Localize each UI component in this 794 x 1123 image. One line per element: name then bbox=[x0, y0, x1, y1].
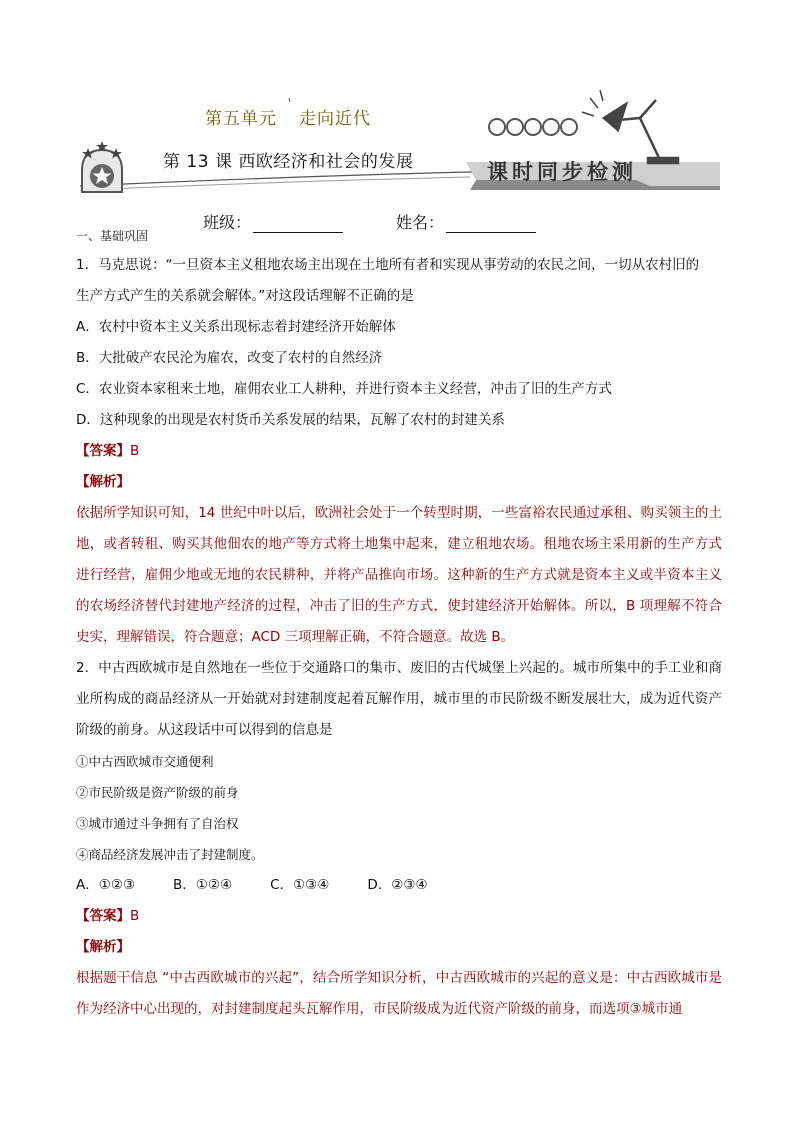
q1-option-b: B．大批破产农民沦为雇农，改变了农村的自然经济 bbox=[76, 350, 383, 366]
question-content bbox=[76, 226, 722, 1025]
unit-subtitle-text: 走向近代 bbox=[299, 109, 371, 129]
star-badge-icon bbox=[82, 141, 122, 192]
q2-answer-value: B bbox=[130, 908, 140, 924]
lesson-title: 第 13 课 西欧经济和社会的发展 bbox=[163, 152, 414, 172]
q1-option-d: D．这种现象的出现是农村货币关系发展的结果，瓦解了农村的封建关系 bbox=[76, 412, 505, 428]
q1-analysis-heading bbox=[76, 467, 722, 498]
q1-answer bbox=[76, 436, 722, 467]
q1-option-c: C．农业资本家租来土地，雇佣农业工人耕种，并进行资本主义经营，冲击了旧的生产方式 bbox=[76, 381, 612, 397]
q2-analysis-heading bbox=[76, 932, 722, 963]
q1-analysis-label: 【解析】 bbox=[76, 474, 130, 490]
q2-analysis-text: 根据题干信息 “中古西欧城市的兴起”，结合所学知识分析，中古西欧城市的兴起的意义是：中古西欧城市是作为经济中心出现的，对封建制度起头瓦解作用，市民阶级成为近代资产阶级的前身，而选项③城市通 bbox=[76, 970, 722, 1017]
q2-item-4: ④商品经济发展冲击了封建制度。 bbox=[76, 847, 264, 862]
q2-option-a: A．①②③ bbox=[76, 877, 136, 893]
q1-option-a: A．农村中资本主义关系出现标志着封建经济开始解体 bbox=[76, 319, 396, 335]
q1-stem-line1: 1．马克思说：“一旦资本主义租地农场主出现在土地所有者和实现从事劳动的农民之间，一切从农村旧的 bbox=[76, 257, 700, 273]
q2-option-d: D．②③④ bbox=[367, 877, 428, 893]
q2-item-1: ①中古西欧城市交通便利 bbox=[76, 754, 214, 769]
q2-answer-label: 【答案】 bbox=[76, 908, 130, 924]
q2-analysis-label: 【解析】 bbox=[76, 939, 130, 955]
q1-stem-line2: 生产方式产生的关系就会解体。”对这段话理解不正确的是 bbox=[76, 288, 414, 304]
q2-option-c: C．①③④ bbox=[270, 877, 330, 893]
q2-options bbox=[76, 870, 722, 901]
rings-decoration-icon bbox=[489, 119, 577, 135]
section-title: 一、基础巩固 bbox=[76, 229, 149, 243]
name-label: 姓名： bbox=[396, 213, 445, 232]
page-header bbox=[0, 0, 794, 215]
class-label: 班级： bbox=[203, 213, 252, 232]
header-banner-graphic bbox=[0, 0, 794, 215]
q2-item-2: ②市民阶级是资产阶级的前身 bbox=[76, 785, 239, 800]
q2-option-b: B．①②④ bbox=[173, 877, 233, 893]
q1-analysis-text: 依据所学知识可知，14 世纪中叶以后，欧洲社会处于一个转型时期，一些富裕农民通过承租、购买领主的土地，或者转租、购买其他佃农的地产等方式将土地集中起来，建立租地农场。租地农场主采用新的生产方式进行经营，雇佣少地或无地的农民耕种，并将产品推向市场。这种新的生产方式就是资本主义或半资本主义的农场经济替代封建地产经济的过程，冲击了旧的生产方式，使封建经济开始解体。所以，B 项理解不符合史实，理解错误，符合题意；ACD 三项理解正确，不符合题意。故选 B。 bbox=[76, 505, 722, 645]
q1-answer-value: B bbox=[130, 443, 140, 459]
brand-title: 课时同步检测 bbox=[487, 160, 637, 184]
unit-title bbox=[205, 104, 371, 129]
q2-item-3: ③城市通过斗争拥有了自治权 bbox=[76, 816, 239, 831]
q1-answer-label: 【答案】 bbox=[76, 443, 130, 459]
unit-title-text: 第五单元 bbox=[205, 109, 277, 129]
q2-stem: 2．中古西欧城市是自然地在一些位于交通路口的集市、废旧的古代城堡上兴起的。城市所集中的手工业和商业所构成的商品经济从一开始就对封建制度起着瓦解作用，城市里的市民阶级不断发展壮大，成为近代资产阶级的前身。从这段话中可以得到的信息是 bbox=[76, 660, 722, 738]
desk-lamp-icon bbox=[582, 90, 678, 163]
q2-answer bbox=[76, 901, 722, 932]
